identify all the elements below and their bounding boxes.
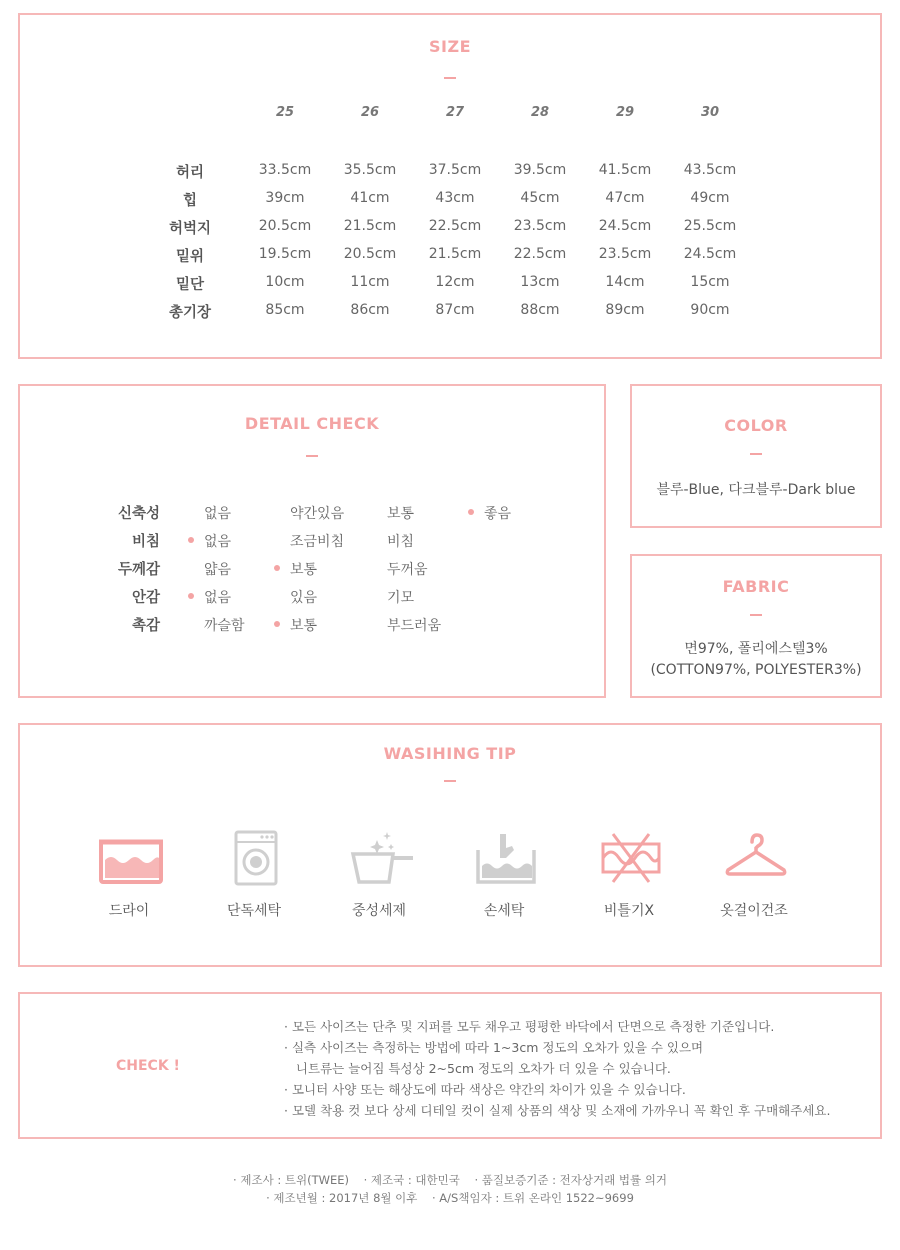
size-cell: 37.5cm — [428, 162, 482, 178]
size-cell: 13cm — [520, 274, 560, 290]
size-header: 25 — [275, 105, 295, 120]
detail-option: 있음 — [290, 590, 318, 606]
size-cell: 11cm — [350, 274, 390, 290]
washing-machine-icon — [224, 830, 288, 886]
check-note-3: 니트류는 늘어짐 특성상 2~5cm 정도의 오차가 더 있을 수 있습니다. — [284, 1061, 671, 1076]
detail-row-label: 촉감 — [131, 618, 160, 634]
size-cell: 49cm — [690, 190, 730, 206]
wash-label-detergent: 중성세제 — [351, 903, 407, 919]
wash-label-machine: 단독세탁 — [226, 903, 282, 919]
size-cell: 39cm — [265, 190, 305, 206]
check-note-2: · 실측 사이즈는 측정하는 방법에 따라 1~3cm 정도의 오차가 있을 수 있으며 — [284, 1040, 704, 1055]
hanger-icon — [724, 830, 788, 886]
selected-dot-icon — [274, 621, 280, 627]
detail-option: 없음 — [204, 506, 232, 522]
size-cell: 19.5cm — [258, 246, 312, 262]
size-title: SIZE — [428, 37, 471, 56]
size-header: 27 — [445, 105, 465, 120]
size-cell: 89cm — [605, 302, 645, 318]
check-title: CHECK ! — [116, 1058, 180, 1074]
detail-option: 두꺼움 — [387, 562, 428, 578]
footer-line-1: · 제조사 : 트위(TWEE) · 제조국 : 대한민국 · 품질보증기준 : 전자상거래 법률 의거 — [233, 1173, 667, 1187]
fabric-title: FABRIC — [722, 577, 790, 596]
detail-option: 얇음 — [204, 562, 232, 578]
detail-check-dash — [306, 455, 318, 457]
detail-row-label: 신축성 — [117, 506, 160, 522]
size-row-label: 힙 — [182, 193, 197, 209]
wash-item-machine — [199, 820, 309, 930]
footer-line-2: · 제조년월 : 2017년 8월 이후 · A/S책임자 : 트위 온라인 1522~9699 — [266, 1191, 634, 1205]
size-cell: 33.5cm — [258, 162, 312, 178]
size-title-dash — [444, 77, 456, 79]
detail-option: 없음 — [204, 590, 232, 606]
fabric-text-line1: 면97%, 폴리에스텔3% — [684, 641, 828, 657]
size-cell: 12cm — [435, 274, 475, 290]
wash-label-hand: 손세탁 — [483, 903, 525, 919]
check-note-4: · 모니터 사양 또는 해상도에 따라 색상은 약간의 차이가 있을 수 있습니다. — [284, 1082, 686, 1097]
size-header: 26 — [360, 105, 380, 120]
size-cell: 10cm — [265, 274, 305, 290]
size-cell: 23.5cm — [513, 218, 567, 234]
size-cell: 24.5cm — [598, 218, 652, 234]
size-cell: 45cm — [520, 190, 560, 206]
wash-item-hanger — [699, 820, 809, 930]
selected-dot-icon — [188, 537, 194, 543]
size-cell: 20.5cm — [343, 246, 397, 262]
detail-option: 기모 — [387, 590, 415, 606]
size-cell: 47cm — [605, 190, 645, 206]
size-cell: 43cm — [435, 190, 475, 206]
size-cell: 23.5cm — [598, 246, 652, 262]
check-note-5: · 모델 착용 컷 보다 상세 디테일 컷이 실제 상품의 색상 및 소재에 가까우니 꼭 확인 후 구매해주세요. — [284, 1103, 831, 1118]
size-cell: 39.5cm — [513, 162, 567, 178]
wash-label-hanger: 옷걸이건조 — [720, 903, 788, 919]
size-cell: 25.5cm — [683, 218, 737, 234]
size-cell: 87cm — [435, 302, 475, 318]
detail-row-label: 안감 — [131, 590, 160, 606]
size-cell: 21.5cm — [343, 218, 397, 234]
washing-tip-dash — [444, 780, 456, 782]
detail-row-label: 두께감 — [117, 562, 160, 578]
size-row-label: 총기장 — [168, 305, 212, 321]
detail-option: 부드러움 — [387, 618, 442, 634]
detail-option: 보통 — [290, 562, 318, 578]
detail-option: 까슬함 — [204, 618, 245, 634]
selected-dot-icon — [274, 565, 280, 571]
wash-item-dry — [74, 820, 184, 930]
detail-option: 약간있음 — [290, 506, 345, 522]
detail-row-label: 비침 — [131, 534, 160, 550]
wash-item-detergent — [324, 820, 434, 930]
size-row-label: 밑단 — [175, 277, 204, 293]
size-cell: 22.5cm — [428, 218, 482, 234]
selected-dot-icon — [468, 509, 474, 515]
size-cell: 20.5cm — [258, 218, 312, 234]
size-section — [18, 13, 882, 359]
size-cell: 41.5cm — [598, 162, 652, 178]
detail-option: 보통 — [290, 618, 318, 634]
size-cell: 14cm — [605, 274, 645, 290]
size-cell: 15cm — [690, 274, 730, 290]
size-header: 30 — [700, 105, 720, 120]
size-header: 28 — [530, 105, 550, 120]
size-header: 29 — [615, 105, 635, 120]
fabric-dash — [750, 614, 762, 616]
size-cell: 86cm — [350, 302, 390, 318]
hand-wash-icon — [474, 830, 538, 886]
size-cell: 35.5cm — [343, 162, 397, 178]
size-cell: 90cm — [690, 302, 730, 318]
wash-label-dry: 드라이 — [108, 903, 150, 919]
selected-dot-icon — [188, 593, 194, 599]
check-note-1: · 모든 사이즈는 단추 및 지퍼를 모두 채우고 평평한 바닥에서 단면으로 측정한 기준입니다. — [284, 1019, 775, 1034]
washing-tip-section — [18, 723, 882, 967]
size-cell: 43.5cm — [683, 162, 737, 178]
color-section — [630, 384, 882, 528]
detail-option: 조금비침 — [290, 534, 345, 550]
detail-check-title: DETAIL CHECK — [244, 414, 380, 433]
wash-item-hand — [449, 820, 559, 930]
size-cell: 88cm — [520, 302, 560, 318]
detail-option: 없음 — [204, 534, 232, 550]
no-wring-icon — [599, 830, 663, 886]
size-cell: 24.5cm — [683, 246, 737, 262]
check-section — [18, 992, 882, 1139]
size-row-label: 밑위 — [175, 249, 204, 265]
size-cell: 21.5cm — [428, 246, 482, 262]
size-cell: 22.5cm — [513, 246, 567, 262]
size-row-label: 허리 — [175, 165, 204, 181]
wash-item-no-wring — [574, 820, 684, 930]
dry-clean-icon — [99, 830, 163, 886]
color-text: 블루-Blue, 다크블루-Dark blue — [656, 482, 856, 498]
size-row-label: 허벅지 — [168, 221, 212, 237]
neutral-detergent-icon — [349, 830, 413, 886]
color-title: COLOR — [724, 416, 788, 435]
detail-option: 비침 — [387, 534, 415, 550]
color-dash — [750, 453, 762, 455]
size-cell: 41cm — [350, 190, 390, 206]
wash-label-no-wring: 비틀기X — [603, 903, 655, 919]
detail-option: 보통 — [387, 506, 415, 522]
detail-option: 좋음 — [484, 506, 512, 522]
detail-check-section — [18, 384, 606, 698]
size-cell: 85cm — [265, 302, 305, 318]
fabric-text-line2: (COTTON97%, POLYESTER3%) — [650, 662, 862, 678]
fabric-section — [630, 554, 882, 698]
washing-tip-title: WASIHING TIP — [383, 744, 517, 763]
